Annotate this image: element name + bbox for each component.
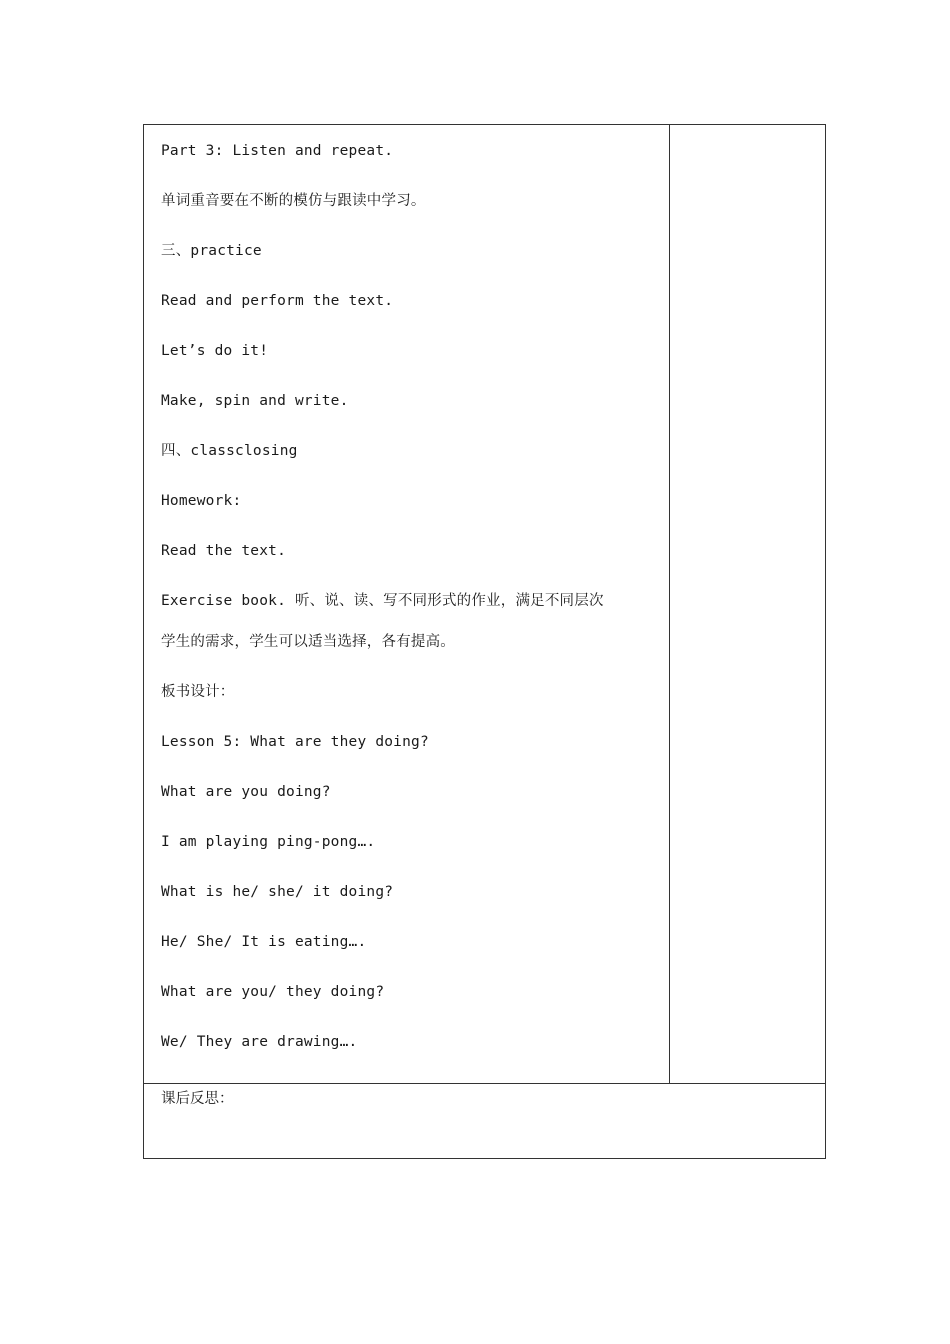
line-make-spin-write: Make, spin and write.: [161, 393, 349, 409]
line-board-design-label: 板书设计：: [161, 684, 235, 700]
line-exercise-book-cont: 学生的需求，学生可以适当选择，各有提高。: [161, 634, 455, 650]
line-board-q2: What is he/ she/ it doing?: [161, 884, 394, 900]
line-board-a2: He/ She/ It is eating….: [161, 934, 367, 950]
lesson-content-cell: [144, 125, 670, 1084]
notes-column-cell: [670, 125, 826, 1084]
line-stress-note: 单词重音要在不断的模仿与跟读中学习。: [161, 193, 426, 209]
line-board-a1: I am playing ping-pong….: [161, 834, 376, 850]
line-read-text: Read the text.: [161, 543, 287, 559]
line-board-a3: We/ They are drawing….: [161, 1034, 358, 1050]
line-homework-label: Homework:: [161, 493, 242, 509]
line-board-q3: What are you/ they doing?: [161, 984, 385, 1000]
line-lets-do-it: Let’s do it!: [161, 343, 269, 359]
reflection-cell: [144, 1084, 826, 1159]
lesson-plan-table: [143, 124, 826, 1159]
line-classclosing-heading: 四、classclosing: [161, 443, 298, 459]
content-row: [144, 125, 826, 1084]
line-board-q1: What are you doing?: [161, 784, 331, 800]
reflection-row: [144, 1084, 826, 1159]
line-part3-heading: Part 3: Listen and repeat.: [161, 143, 394, 159]
reflection-label: 课后反思：: [161, 1091, 234, 1107]
line-lesson5-title: Lesson 5: What are they doing?: [161, 734, 429, 750]
line-practice-heading: 三、practice: [161, 243, 262, 259]
line-read-perform: Read and perform the text.: [161, 293, 394, 309]
line-exercise-book: Exercise book. 听、说、读、写不同形式的作业，满足不同层次: [161, 593, 604, 609]
lesson-content: [144, 125, 669, 1051]
